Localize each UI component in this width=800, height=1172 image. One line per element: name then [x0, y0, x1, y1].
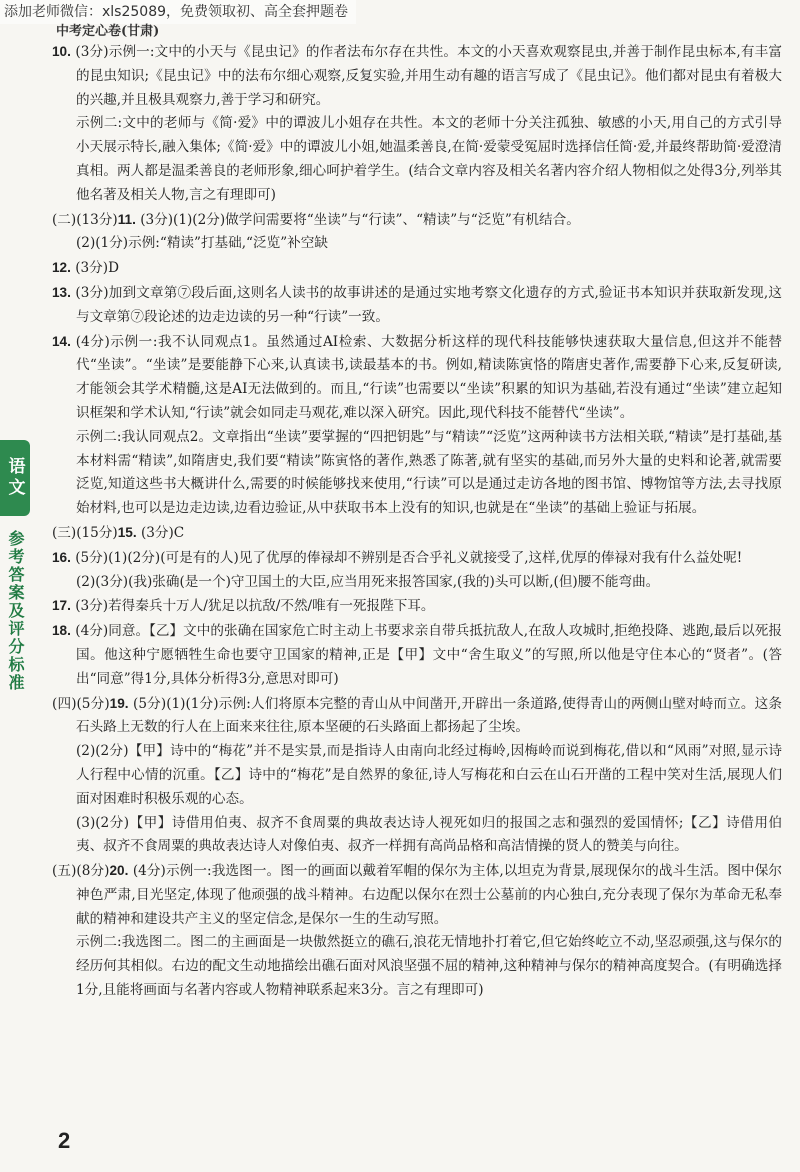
section-heading: (三)(15分) — [52, 524, 118, 541]
answer-12 — [52, 256, 782, 281]
question-number: 10. — [52, 44, 71, 59]
answer-text: (3分)示例一:文中的小天与《昆虫记》的作者法布尔存在共性。本文的小天喜欢观察昆虫,并善于制作昆虫标本,有丰富的昆虫知识;《昆虫记》中的法布尔细心观察,反复实验,并用生动有趣的语言写成了《昆虫记》。他们都对昆虫有着极大的兴趣,并且极具观察力,善于学习和研究。 — [75, 44, 782, 108]
answer-content — [52, 40, 782, 1003]
page-number: 2 — [58, 1128, 71, 1153]
question-number: 11. — [117, 211, 136, 227]
section-heading: (四)(5分) — [52, 695, 110, 712]
answer-text: (3分)(1)(2分)做学问需要将“坐读”与“行读”、“精读”与“泛览”有机结合。 — [140, 211, 580, 228]
question-number: 17. — [52, 598, 71, 614]
question-number: 19. — [109, 695, 129, 711]
answer-16 — [52, 546, 782, 571]
answer-10 — [52, 40, 782, 112]
answer-text: (5分)(1)(1分)示例:人们将原本完整的青山从中间凿开,开辟出一条道路,使得青山的两侧山壁对峙而立。这条石头路上无数的行人在上面来来往往,原本坚硬的石头路面上都扬起了尘埃。 — [76, 695, 782, 736]
answer-19-part-2: (2)(2分)【甲】诗中的“梅花”并不是实景,而是指诗人由南向北经过梅岭,因梅岭而说到梅花,借以和“风雨”对照,显示诗人行程中心情的沉重。【乙】诗中的“梅花”是自然界的象征,诗人写梅花和白云在山石开凿的工程中笑对生活,展现人们面对困难时积极乐观的心态。 — [76, 743, 782, 807]
answer-17 — [52, 594, 782, 619]
subject-tab: 语文 — [0, 440, 30, 516]
question-number: 15. — [117, 524, 137, 540]
question-number: 18. — [52, 623, 71, 639]
section-4 — [52, 692, 782, 741]
answer-text: (3分)加到文章第⑦段后面,这则名人读书的故事讲述的是通过实地考察文化遗存的方式,验证书本知识并获取新发现,这与文章第⑦段论述的边走边读的另一种“行读”一致。 — [75, 284, 782, 325]
answer-text: (5分)(1)(2分)(可是有的人)见了优厚的俸禄却不辨别是否合乎礼义就接受了,这样,优厚的俸禄对我有什么益处呢! — [75, 549, 743, 566]
answer-text: (4分)示例一:我选图一。图一的画面以戴着军帽的保尔为主体,以坦克为背景,展现保尔的战斗生活。图中保尔神色严肃,目光坚定,体现了他顽强的战斗精神。右边配以保尔在烈士公墓前的内心独白,充分表现了保尔为革命无私奉献的精神和建设共产主义的坚定信念,是保尔一生的生动写照。 — [76, 863, 782, 927]
section-2 — [52, 208, 782, 233]
section-heading: (五)(8分) — [52, 863, 110, 880]
answer-18 — [52, 619, 782, 691]
answer-14-example-2: 示例二:我认同观点2。文章指出“坐读”要掌握的“四把钥匙”与“精读”“泛览”这两种读书方法相关联,“精读”是打基础,基本材料需“精读”,如隋唐史,我们要“精读”陈寅恪的著作,熟悉了陈著,就有坚实的基础,而另外大量的史料和论著,就需要泛览,知道这些书大概讲什么,需要的时候能够找来使用,“行读”可以是通过走访各地的图书馆、博物馆等方法,去寻找原始材料,也可以是边走边读,边看边验证,从中获取书本上没有的知识,也就是在“坐读”的基础上验证与拓展。 — [76, 428, 782, 517]
answer-11-part-2: (2)(1分)示例:“精读”打基础,“泛览”补空缺 — [76, 235, 328, 252]
section-3 — [52, 521, 782, 546]
answer-text: (3分)D — [75, 260, 119, 277]
sidebar — [0, 440, 30, 692]
section-5 — [52, 859, 782, 931]
question-number: 14. — [52, 333, 71, 349]
answer-10-example-2: 示例二:文中的老师与《简·爱》中的谭波儿小姐存在共性。本文的老师十分关注孤独、敏感的小天,用自己的方式引导小天展示特长,融入集体;《简·爱》中的谭波儿小姐,她温柔善良,在简·爱蒙受冤屈时选择信任简·爱,并最终帮助简·爱澄清真相。两人都是温柔善良的老师形象,细心呵护着学生。(结合文章内容及相关名著内容介绍人物相似之处得3分,列举其他名著及相关人物,言之有理即可) — [76, 115, 782, 203]
question-number: 20. — [109, 863, 129, 879]
answer-text: (4分)同意。【乙】文中的张确在国家危亡时主动上书要求亲自带兵抵抗敌人,在敌人攻城时,拒绝投降、逃跑,最后以死报国。他这种宁愿牺牲生命也要守卫国家的精神,正是【甲】文中“舍生取义”的写照,所以他是守住本心的“贤者”。(答出“同意”得1分,具体分析得3分,意思对即可) — [75, 623, 782, 687]
answer-14 — [52, 330, 782, 426]
answer-16-part-2: (2)(3分)(我)张确(是一个)守卫国土的大臣,应当用死来报答国家,(我的)头可以断,(但)腰不能弯曲。 — [76, 573, 660, 590]
section-heading: (二)(13分) — [52, 211, 118, 228]
watermark-text: 添加老师微信：xls25089，免费领取初、高全套押题卷 — [0, 0, 356, 24]
answer-text: (3分)C — [140, 524, 185, 541]
answer-19-part-3: (3)(2分)【甲】诗借用伯夷、叔齐不食周粟的典故表达诗人视死如归的报国之志和强烈的爱国情怀;【乙】诗借用伯夷、叔齐不食周粟的典故表达诗人对像伯夷、叔齐一样拥有高尚品格和高洁情操的贤人的赞美与向往。 — [76, 814, 782, 855]
answer-13 — [52, 281, 782, 330]
header-title: 中考定心卷(甘肃) — [56, 24, 160, 39]
question-number: 16. — [52, 549, 71, 565]
answer-text: (4分)示例一:我不认同观点1。虽然通过AI检索、大数据分析这样的现代科技能够快速获取大量信息,但这并不能替代“坐读”。“坐读”是要能静下心来,认真读书,读最基本的书。例如,精读陈寅恪的隋唐史著作,需要静下心来,反复研读,才能领会其学术精髓,这是AI无法做到的。而且,“行读”也需要以“坐读”积累的知识为基础,若没有通过“坐读”建立起知识框架和学术认知,“行读”就会如同走马观花,难以深入研究。因此,现代科技不能替代“坐读”。 — [75, 333, 782, 421]
answer-text: (3分)若得秦兵十万人/犹足以抗敌/不然/唯有一死报陛下耳。 — [75, 598, 435, 615]
answer-20-example-2: 示例二:我选图二。图二的主画面是一块傲然挺立的礁石,浪花无情地扑打着它,但它始终屹立不动,坚忍顽强,这与保尔的经历何其相似。右边的配文生动地描绘出礁石面对风浪坚强不屈的精神,这种精神与保尔的精神高度契合。(有明确选择1分,且能将画面与名著内容或人物精神联系起来3分。言之有理即可) — [76, 934, 782, 999]
question-number: 13. — [52, 284, 71, 300]
question-number: 12. — [52, 260, 71, 276]
sidebar-label: 参考答案及评分标准 — [6, 530, 25, 692]
